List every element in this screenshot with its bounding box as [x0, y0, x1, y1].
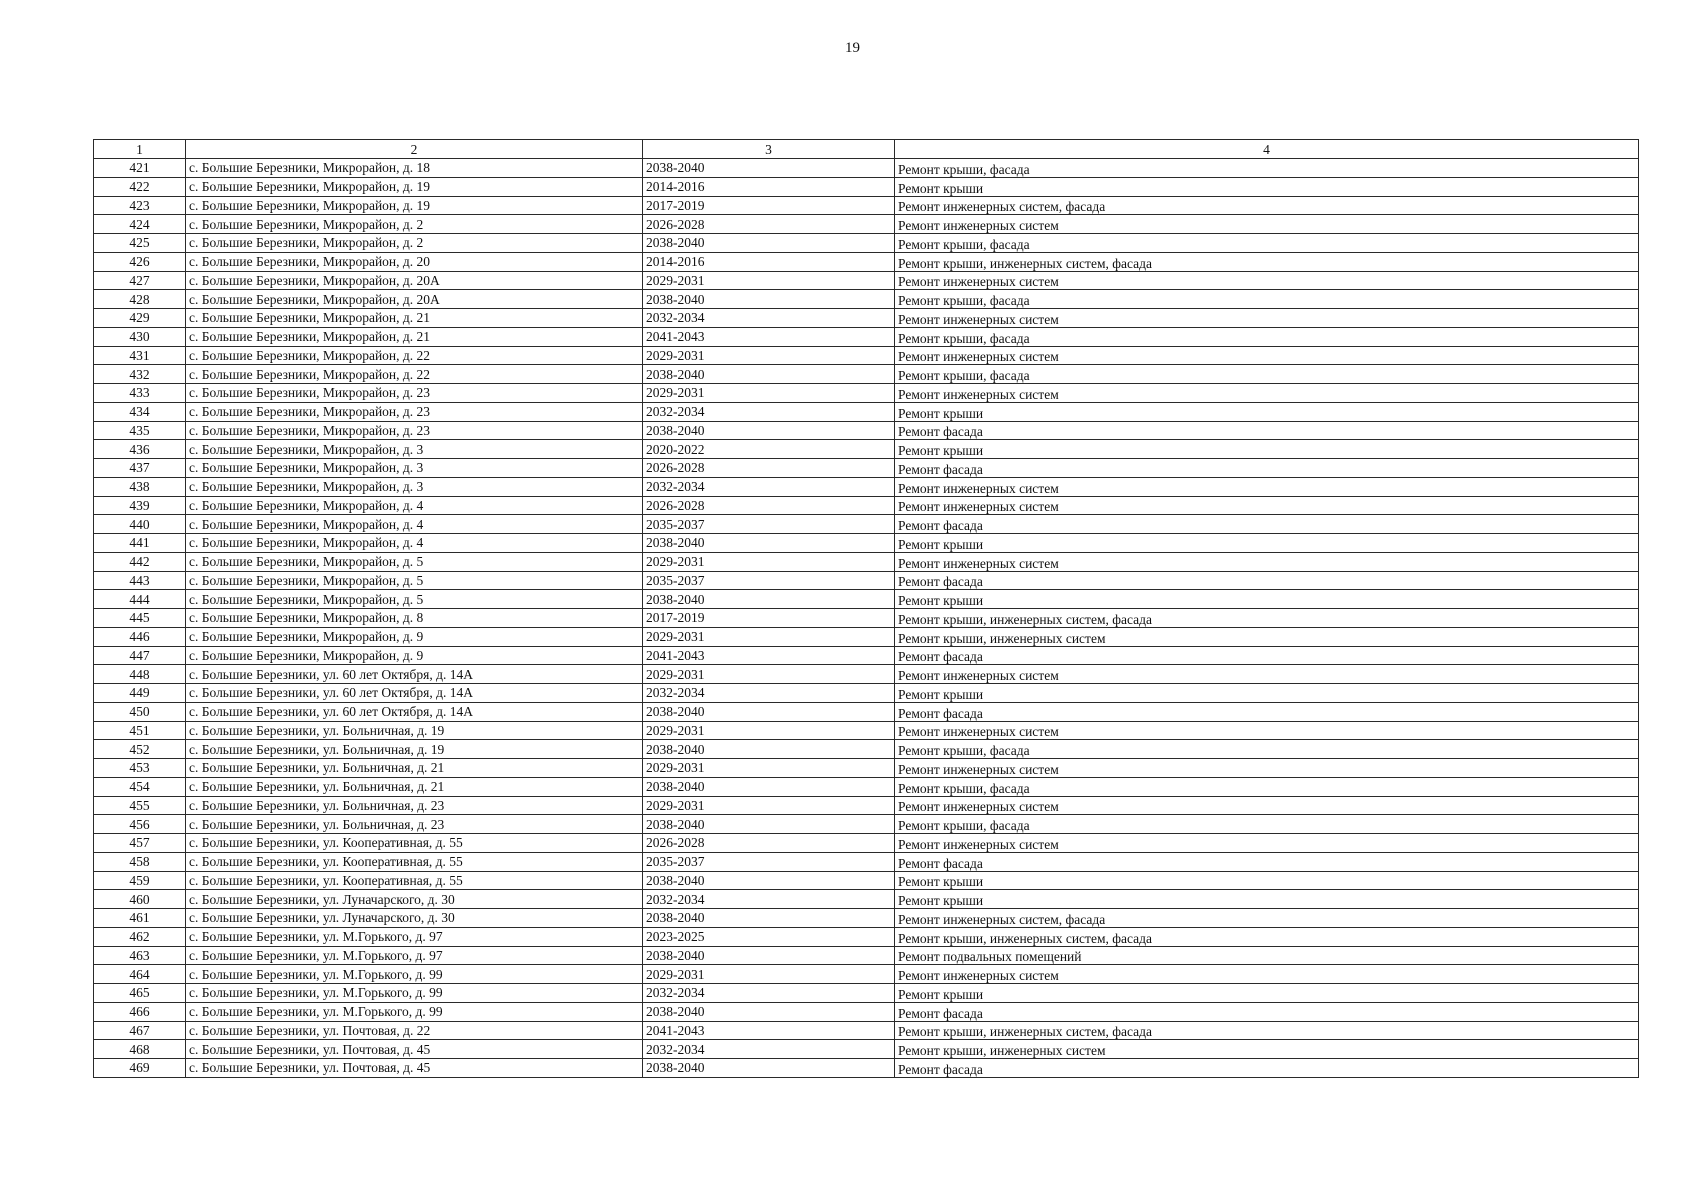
header-col-1: 1 — [94, 140, 186, 159]
address-cell: с. Большие Березники, Микрорайон, д. 3 — [186, 477, 643, 496]
table-row — [94, 777, 1639, 796]
work-type-cell: Ремонт крыши — [895, 871, 1639, 890]
work-type-cell: Ремонт крыши, фасада — [895, 234, 1639, 253]
period-cell: 2029-2031 — [643, 665, 895, 684]
row-number: 430 — [94, 327, 186, 346]
header-col-2: 2 — [186, 140, 643, 159]
period-cell: 2026-2028 — [643, 496, 895, 515]
address-cell: с. Большие Березники, Микрорайон, д. 9 — [186, 627, 643, 646]
table-row — [94, 402, 1639, 421]
address-cell: с. Большие Березники, Микрорайон, д. 3 — [186, 459, 643, 478]
period-cell: 2014-2016 — [643, 252, 895, 271]
address-cell: с. Большие Березники, Микрорайон, д. 20 — [186, 252, 643, 271]
work-type-cell: Ремонт крыши — [895, 890, 1639, 909]
row-number: 467 — [94, 1021, 186, 1040]
work-type-cell: Ремонт инженерных систем — [895, 215, 1639, 234]
period-cell: 2029-2031 — [643, 552, 895, 571]
period-cell: 2020-2022 — [643, 440, 895, 459]
row-number: 454 — [94, 777, 186, 796]
address-cell: с. Большие Березники, ул. Почтовая, д. 45 — [186, 1059, 643, 1078]
row-number: 428 — [94, 290, 186, 309]
period-cell: 2038-2040 — [643, 909, 895, 928]
work-type-cell: Ремонт крыши, фасада — [895, 815, 1639, 834]
work-type-cell: Ремонт крыши, инженерных систем, фасада — [895, 927, 1639, 946]
work-type-cell: Ремонт крыши — [895, 534, 1639, 553]
period-cell: 2014-2016 — [643, 177, 895, 196]
row-number: 468 — [94, 1040, 186, 1059]
work-type-cell: Ремонт инженерных систем, фасада — [895, 196, 1639, 215]
address-cell: с. Большие Березники, Микрорайон, д. 22 — [186, 365, 643, 384]
period-cell: 2038-2040 — [643, 159, 895, 178]
address-cell: с. Большие Березники, ул. Больничная, д. 23 — [186, 796, 643, 815]
period-cell: 2026-2028 — [643, 215, 895, 234]
period-cell: 2032-2034 — [643, 890, 895, 909]
table-row — [94, 815, 1639, 834]
work-type-cell: Ремонт подвальных помещений — [895, 946, 1639, 965]
table-row — [94, 759, 1639, 778]
row-number: 450 — [94, 702, 186, 721]
period-cell: 2038-2040 — [643, 815, 895, 834]
period-cell: 2038-2040 — [643, 234, 895, 253]
table-row — [94, 496, 1639, 515]
address-cell: с. Большие Березники, Микрорайон, д. 9 — [186, 646, 643, 665]
row-number: 441 — [94, 534, 186, 553]
work-type-cell: Ремонт фасада — [895, 1002, 1639, 1021]
work-type-cell: Ремонт крыши, фасада — [895, 777, 1639, 796]
address-cell: с. Большие Березники, ул. М.Горького, д. 99 — [186, 965, 643, 984]
address-cell: с. Большие Березники, Микрорайон, д. 21 — [186, 327, 643, 346]
address-cell: с. Большие Березники, Микрорайон, д. 5 — [186, 590, 643, 609]
period-cell: 2029-2031 — [643, 271, 895, 290]
table-row — [94, 1002, 1639, 1021]
work-type-cell: Ремонт фасада — [895, 421, 1639, 440]
address-cell: с. Большие Березники, ул. Больничная, д. 23 — [186, 815, 643, 834]
period-cell: 2038-2040 — [643, 534, 895, 553]
row-number: 455 — [94, 796, 186, 815]
address-cell: с. Большие Березники, Микрорайон, д. 19 — [186, 196, 643, 215]
work-type-cell: Ремонт крыши — [895, 402, 1639, 421]
period-cell: 2038-2040 — [643, 590, 895, 609]
period-cell: 2038-2040 — [643, 365, 895, 384]
address-cell: с. Большие Березники, ул. Больничная, д. 21 — [186, 759, 643, 778]
row-number: 462 — [94, 927, 186, 946]
row-number: 452 — [94, 740, 186, 759]
work-type-cell: Ремонт фасада — [895, 646, 1639, 665]
row-number: 448 — [94, 665, 186, 684]
period-cell: 2032-2034 — [643, 984, 895, 1003]
period-cell: 2029-2031 — [643, 759, 895, 778]
address-cell: с. Большие Березники, Микрорайон, д. 19 — [186, 177, 643, 196]
address-cell: с. Большие Березники, ул. Луначарского, д. 30 — [186, 890, 643, 909]
table-row — [94, 440, 1639, 459]
work-type-cell: Ремонт фасада — [895, 852, 1639, 871]
work-type-cell: Ремонт крыши — [895, 177, 1639, 196]
work-type-cell: Ремонт крыши, фасада — [895, 159, 1639, 178]
table-row — [94, 365, 1639, 384]
work-type-cell: Ремонт крыши, фасада — [895, 740, 1639, 759]
table-row — [94, 609, 1639, 628]
work-type-cell: Ремонт инженерных систем — [895, 496, 1639, 515]
row-number: 456 — [94, 815, 186, 834]
row-number: 444 — [94, 590, 186, 609]
period-cell: 2035-2037 — [643, 852, 895, 871]
row-number: 466 — [94, 1002, 186, 1021]
period-cell: 2035-2037 — [643, 571, 895, 590]
row-number: 440 — [94, 515, 186, 534]
header-row — [94, 140, 1639, 159]
row-number: 438 — [94, 477, 186, 496]
work-type-cell: Ремонт инженерных систем — [895, 721, 1639, 740]
address-cell: с. Большие Березники, ул. Луначарского, д. 30 — [186, 909, 643, 928]
table-row — [94, 852, 1639, 871]
period-cell: 2017-2019 — [643, 609, 895, 628]
table-row — [94, 534, 1639, 553]
table-row — [94, 252, 1639, 271]
address-cell: с. Большие Березники, ул. Кооперативная, д. 55 — [186, 852, 643, 871]
table-row — [94, 871, 1639, 890]
period-cell: 2038-2040 — [643, 777, 895, 796]
row-number: 423 — [94, 196, 186, 215]
address-cell: с. Большие Березники, ул. 60 лет Октября, д. 14А — [186, 665, 643, 684]
work-type-cell: Ремонт инженерных систем — [895, 384, 1639, 403]
address-cell: с. Большие Березники, Микрорайон, д. 4 — [186, 496, 643, 515]
work-type-cell: Ремонт фасада — [895, 1059, 1639, 1078]
work-type-cell: Ремонт инженерных систем — [895, 834, 1639, 853]
row-number: 453 — [94, 759, 186, 778]
work-type-cell: Ремонт крыши, инженерных систем, фасада — [895, 1021, 1639, 1040]
address-cell: с. Большие Березники, Микрорайон, д. 20А — [186, 290, 643, 309]
table-row — [94, 834, 1639, 853]
table-row — [94, 215, 1639, 234]
period-cell: 2029-2031 — [643, 627, 895, 646]
period-cell: 2038-2040 — [643, 290, 895, 309]
table-row — [94, 421, 1639, 440]
period-cell: 2041-2043 — [643, 646, 895, 665]
table-row — [94, 909, 1639, 928]
address-cell: с. Большие Березники, ул. Больничная, д. 19 — [186, 740, 643, 759]
row-number: 422 — [94, 177, 186, 196]
table-row — [94, 196, 1639, 215]
address-cell: с. Большие Березники, ул. 60 лет Октября, д. 14А — [186, 684, 643, 703]
row-number: 463 — [94, 946, 186, 965]
repair-schedule-table — [93, 139, 1639, 1078]
table-row — [94, 965, 1639, 984]
table-row — [94, 515, 1639, 534]
table-row — [94, 927, 1639, 946]
address-cell: с. Большие Березники, ул. Больничная, д. 19 — [186, 721, 643, 740]
row-number: 437 — [94, 459, 186, 478]
row-number: 451 — [94, 721, 186, 740]
address-cell: с. Большие Березники, Микрорайон, д. 23 — [186, 402, 643, 421]
table-header — [94, 140, 1639, 159]
row-number: 469 — [94, 1059, 186, 1078]
address-cell: с. Большие Березники, Микрорайон, д. 23 — [186, 421, 643, 440]
address-cell: с. Большие Березники, Микрорайон, д. 8 — [186, 609, 643, 628]
address-cell: с. Большие Березники, ул. М.Горького, д. 99 — [186, 984, 643, 1003]
period-cell: 2017-2019 — [643, 196, 895, 215]
work-type-cell: Ремонт крыши — [895, 984, 1639, 1003]
table-body — [94, 159, 1639, 1078]
work-type-cell: Ремонт крыши — [895, 590, 1639, 609]
table-row — [94, 590, 1639, 609]
table-row — [94, 1059, 1639, 1078]
period-cell: 2032-2034 — [643, 1040, 895, 1059]
address-cell: с. Большие Березники, ул. Кооперативная, д. 55 — [186, 871, 643, 890]
period-cell: 2032-2034 — [643, 402, 895, 421]
work-type-cell: Ремонт крыши, фасада — [895, 365, 1639, 384]
work-type-cell: Ремонт инженерных систем — [895, 759, 1639, 778]
row-number: 432 — [94, 365, 186, 384]
address-cell: с. Большие Березники, Микрорайон, д. 22 — [186, 346, 643, 365]
period-cell: 2032-2034 — [643, 309, 895, 328]
address-cell: с. Большие Березники, Микрорайон, д. 20А — [186, 271, 643, 290]
row-number: 431 — [94, 346, 186, 365]
work-type-cell: Ремонт инженерных систем — [895, 796, 1639, 815]
address-cell: с. Большие Березники, Микрорайон, д. 4 — [186, 515, 643, 534]
table-row — [94, 384, 1639, 403]
period-cell: 2038-2040 — [643, 946, 895, 965]
period-cell: 2032-2034 — [643, 684, 895, 703]
period-cell: 2029-2031 — [643, 965, 895, 984]
row-number: 464 — [94, 965, 186, 984]
address-cell: с. Большие Березники, ул. М.Горького, д. 99 — [186, 1002, 643, 1021]
work-type-cell: Ремонт крыши, инженерных систем — [895, 627, 1639, 646]
address-cell: с. Большие Березники, Микрорайон, д. 18 — [186, 159, 643, 178]
row-number: 424 — [94, 215, 186, 234]
row-number: 442 — [94, 552, 186, 571]
work-type-cell: Ремонт крыши, инженерных систем, фасада — [895, 609, 1639, 628]
work-type-cell: Ремонт инженерных систем — [895, 309, 1639, 328]
work-type-cell: Ремонт крыши, инженерных систем — [895, 1040, 1639, 1059]
row-number: 426 — [94, 252, 186, 271]
row-number: 447 — [94, 646, 186, 665]
table-row — [94, 271, 1639, 290]
period-cell: 2032-2034 — [643, 477, 895, 496]
work-type-cell: Ремонт инженерных систем — [895, 271, 1639, 290]
table-row — [94, 177, 1639, 196]
table-row — [94, 627, 1639, 646]
period-cell: 2026-2028 — [643, 459, 895, 478]
work-type-cell: Ремонт фасада — [895, 515, 1639, 534]
address-cell: с. Большие Березники, Микрорайон, д. 4 — [186, 534, 643, 553]
row-number: 439 — [94, 496, 186, 515]
row-number: 434 — [94, 402, 186, 421]
address-cell: с. Большие Березники, ул. Почтовая, д. 45 — [186, 1040, 643, 1059]
page-number: 19 — [845, 40, 860, 56]
row-number: 429 — [94, 309, 186, 328]
period-cell: 2029-2031 — [643, 346, 895, 365]
work-type-cell: Ремонт крыши — [895, 684, 1639, 703]
table-row — [94, 309, 1639, 328]
table-row — [94, 346, 1639, 365]
work-type-cell: Ремонт инженерных систем — [895, 477, 1639, 496]
row-number: 465 — [94, 984, 186, 1003]
table-row — [94, 946, 1639, 965]
row-number: 436 — [94, 440, 186, 459]
address-cell: с. Большие Березники, ул. М.Горького, д. 97 — [186, 927, 643, 946]
row-number: 435 — [94, 421, 186, 440]
table-row — [94, 684, 1639, 703]
table-row — [94, 477, 1639, 496]
table-row — [94, 290, 1639, 309]
table-row — [94, 665, 1639, 684]
address-cell: с. Большие Березники, ул. 60 лет Октября, д. 14А — [186, 702, 643, 721]
work-type-cell: Ремонт крыши, инженерных систем, фасада — [895, 252, 1639, 271]
table-row — [94, 721, 1639, 740]
work-type-cell: Ремонт инженерных систем — [895, 965, 1639, 984]
period-cell: 2038-2040 — [643, 740, 895, 759]
header-col-3: 3 — [643, 140, 895, 159]
table-row — [94, 702, 1639, 721]
row-number: 427 — [94, 271, 186, 290]
period-cell: 2023-2025 — [643, 927, 895, 946]
work-type-cell: Ремонт инженерных систем, фасада — [895, 909, 1639, 928]
row-number: 433 — [94, 384, 186, 403]
address-cell: с. Большие Березники, Микрорайон, д. 23 — [186, 384, 643, 403]
table-row — [94, 796, 1639, 815]
period-cell: 2038-2040 — [643, 1059, 895, 1078]
row-number: 445 — [94, 609, 186, 628]
period-cell: 2038-2040 — [643, 421, 895, 440]
table-row — [94, 234, 1639, 253]
address-cell: с. Большие Березники, Микрорайон, д. 3 — [186, 440, 643, 459]
address-cell: с. Большие Березники, Микрорайон, д. 21 — [186, 309, 643, 328]
work-type-cell: Ремонт крыши, фасада — [895, 327, 1639, 346]
row-number: 425 — [94, 234, 186, 253]
period-cell: 2029-2031 — [643, 721, 895, 740]
work-type-cell: Ремонт инженерных систем — [895, 346, 1639, 365]
table-row — [94, 459, 1639, 478]
row-number: 449 — [94, 684, 186, 703]
table-row — [94, 890, 1639, 909]
work-type-cell: Ремонт крыши — [895, 440, 1639, 459]
address-cell: с. Большие Березники, ул. Почтовая, д. 22 — [186, 1021, 643, 1040]
row-number: 443 — [94, 571, 186, 590]
row-number: 461 — [94, 909, 186, 928]
period-cell: 2038-2040 — [643, 1002, 895, 1021]
period-cell: 2041-2043 — [643, 327, 895, 346]
period-cell: 2038-2040 — [643, 871, 895, 890]
address-cell: с. Большие Березники, Микрорайон, д. 5 — [186, 552, 643, 571]
address-cell: с. Большие Березники, Микрорайон, д. 2 — [186, 234, 643, 253]
work-type-cell: Ремонт фасада — [895, 459, 1639, 478]
header-col-4: 4 — [895, 140, 1639, 159]
table-row — [94, 327, 1639, 346]
period-cell: 2026-2028 — [643, 834, 895, 853]
period-cell: 2035-2037 — [643, 515, 895, 534]
table-row — [94, 740, 1639, 759]
address-cell: с. Большие Березники, ул. М.Горького, д. 97 — [186, 946, 643, 965]
address-cell: с. Большие Березники, Микрорайон, д. 5 — [186, 571, 643, 590]
row-number: 459 — [94, 871, 186, 890]
period-cell: 2029-2031 — [643, 384, 895, 403]
work-type-cell: Ремонт фасада — [895, 702, 1639, 721]
table-row — [94, 646, 1639, 665]
period-cell: 2038-2040 — [643, 702, 895, 721]
row-number: 446 — [94, 627, 186, 646]
work-type-cell: Ремонт инженерных систем — [895, 552, 1639, 571]
table-row — [94, 1021, 1639, 1040]
address-cell: с. Большие Березники, Микрорайон, д. 2 — [186, 215, 643, 234]
table-row — [94, 159, 1639, 178]
work-type-cell: Ремонт инженерных систем — [895, 665, 1639, 684]
period-cell: 2041-2043 — [643, 1021, 895, 1040]
work-type-cell: Ремонт крыши, фасада — [895, 290, 1639, 309]
address-cell: с. Большие Березники, ул. Больничная, д. 21 — [186, 777, 643, 796]
row-number: 421 — [94, 159, 186, 178]
table-row — [94, 552, 1639, 571]
row-number: 460 — [94, 890, 186, 909]
row-number: 458 — [94, 852, 186, 871]
table-row — [94, 571, 1639, 590]
period-cell: 2029-2031 — [643, 796, 895, 815]
address-cell: с. Большие Березники, ул. Кооперативная, д. 55 — [186, 834, 643, 853]
table-row — [94, 1040, 1639, 1059]
work-type-cell: Ремонт фасада — [895, 571, 1639, 590]
row-number: 457 — [94, 834, 186, 853]
table-row — [94, 984, 1639, 1003]
